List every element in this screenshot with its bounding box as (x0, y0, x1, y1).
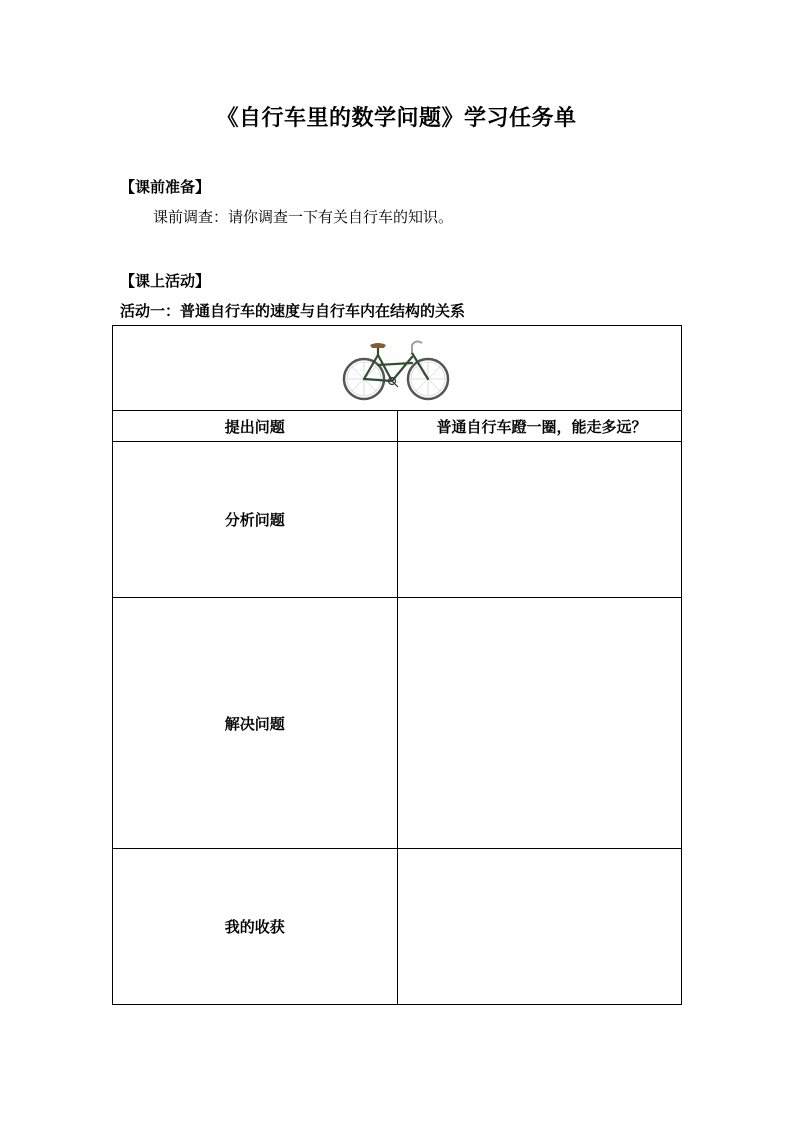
activity-title: 活动一：普通自行车的速度与自行车内在结构的关系 (120, 302, 466, 320)
answer-area-solve[interactable] (397, 598, 682, 849)
image-row (113, 326, 682, 411)
pre-class-heading: 【课前准备】 (120, 178, 211, 196)
row-label: 解决问题 (113, 598, 398, 849)
answer-area-gains[interactable] (397, 849, 682, 1005)
table-row (113, 598, 682, 849)
row-label: 提出问题 (113, 411, 398, 442)
row-label: 我的收获 (113, 849, 398, 1005)
question-text: 普通自行车蹬一圈，能走多远？ (397, 411, 682, 442)
table-row (113, 442, 682, 598)
image-cell (113, 326, 682, 411)
answer-area-analyze[interactable] (397, 442, 682, 598)
bicycle-icon (342, 333, 452, 403)
page-title: 《自行车里的数学问题》学习任务单 (216, 106, 577, 131)
row-label: 分析问题 (113, 442, 398, 598)
table-row (113, 849, 682, 1005)
task-table (112, 325, 682, 1005)
table-row (113, 411, 682, 442)
pre-class-text: 课前调查：请你调查一下有关自行车的知识。 (153, 208, 454, 226)
in-class-heading: 【课上活动】 (120, 272, 211, 290)
